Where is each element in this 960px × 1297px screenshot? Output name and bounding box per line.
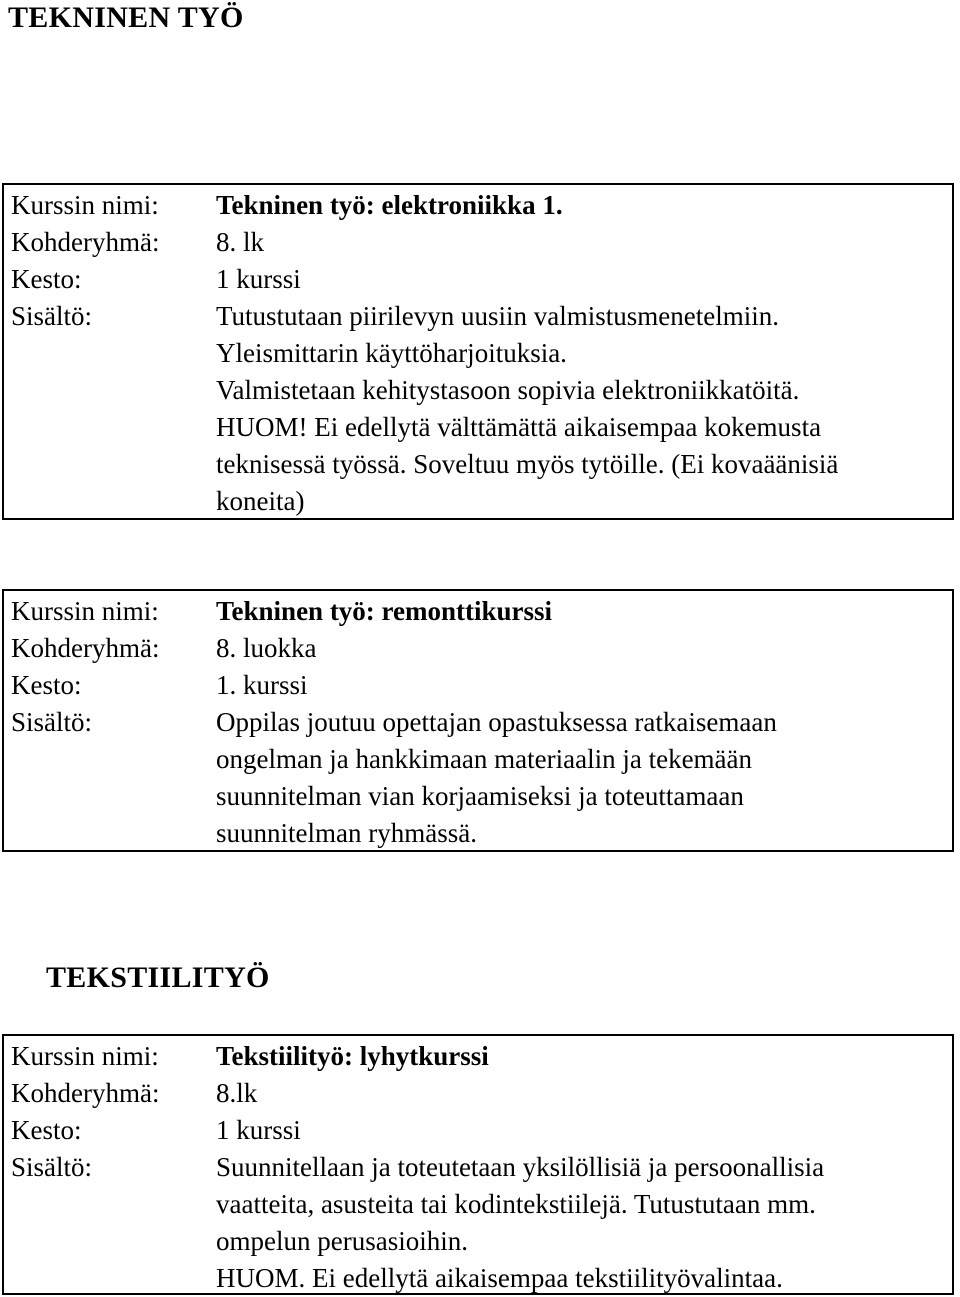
course-content-value	[216, 1149, 946, 1297]
content-line: ompelun perusasioihin.	[216, 1226, 468, 1256]
content-line: koneita)	[216, 486, 305, 516]
course-target-value: 8. luokka	[216, 633, 317, 663]
course-name-row	[11, 1038, 946, 1075]
course-content-row	[11, 298, 946, 520]
course-target-label: Kohderyhmä:	[11, 1078, 160, 1108]
course-content-row	[11, 704, 946, 852]
course-duration-value: 1 kurssi	[216, 264, 301, 294]
course-card-remonttikurssi	[2, 589, 954, 852]
content-line: ongelman ja hankkimaan materiaalin ja tekemään	[216, 744, 753, 774]
course-name-label: Kurssin nimi:	[11, 596, 159, 626]
course-content-value	[216, 298, 946, 520]
content-line: Valmistetaan kehitystasoon sopivia elektroniikkatöitä.	[216, 375, 800, 405]
content-line: teknisessä työssä. Soveltuu myös tytöille. (Ei kovaäänisiä	[216, 449, 839, 479]
content-line: suunnitelman vian korjaamiseksi ja toteuttamaan	[216, 781, 744, 811]
course-duration-label: Kesto:	[11, 264, 82, 294]
course-duration-label: Kesto:	[11, 670, 82, 700]
course-duration-value: 1. kurssi	[216, 670, 308, 700]
course-content-label: Sisältö:	[11, 707, 93, 737]
course-name-value: Tekninen työ: remonttikurssi	[216, 596, 553, 626]
course-target-label: Kohderyhmä:	[11, 633, 160, 663]
course-target-row	[11, 1075, 946, 1112]
course-target-label: Kohderyhmä:	[11, 227, 160, 257]
course-card-elektroniikka	[2, 183, 954, 520]
course-name-value: Tekstiilityö: lyhytkurssi	[216, 1041, 489, 1071]
course-name-value: Tekninen työ: elektroniikka 1.	[216, 190, 563, 220]
course-content-value	[216, 704, 946, 852]
course-content-label: Sisältö:	[11, 1152, 93, 1182]
course-target-value: 8.lk	[216, 1078, 258, 1108]
course-duration-label: Kesto:	[11, 1115, 82, 1145]
content-line: Tutustutaan piirilevyn uusiin valmistusmenetelmiin.	[216, 301, 779, 331]
course-duration-row	[11, 667, 946, 704]
content-line: Oppilas joutuu opettajan opastuksessa ratkaisemaan	[216, 707, 777, 737]
section-heading-tekninen-tyo: TEKNINEN TYÖ	[8, 1, 244, 34]
course-name-row	[11, 593, 946, 630]
content-line: Suunnitellaan ja toteutetaan yksilöllisiä ja persoonallisia	[216, 1152, 825, 1182]
course-name-label: Kurssin nimi:	[11, 190, 159, 220]
course-duration-row	[11, 1112, 946, 1149]
content-line: HUOM! Ei edellytä välttämättä aikaisempaa kokemusta	[216, 412, 822, 442]
content-line: vaatteita, asusteita tai kodintekstiilejä. Tutustutaan mm.	[216, 1189, 816, 1219]
content-line: suunnitelman ryhmässä.	[216, 818, 477, 848]
course-duration-value: 1 kurssi	[216, 1115, 301, 1145]
course-target-value: 8. lk	[216, 227, 265, 257]
course-target-row	[11, 224, 946, 261]
course-name-label: Kurssin nimi:	[11, 1041, 159, 1071]
course-target-row	[11, 630, 946, 667]
content-line: Yleismittarin käyttöharjoituksia.	[216, 338, 567, 368]
course-content-label: Sisältö:	[11, 301, 93, 331]
course-card-lyhytkurssi	[2, 1034, 954, 1295]
course-name-row	[11, 187, 946, 224]
course-duration-row	[11, 261, 946, 298]
course-content-row	[11, 1149, 946, 1297]
content-line: HUOM. Ei edellytä aikaisempaa tekstiilityövalintaa.	[216, 1263, 783, 1293]
section-heading-tekstiilityo: TEKSTIILITYÖ	[46, 961, 270, 994]
